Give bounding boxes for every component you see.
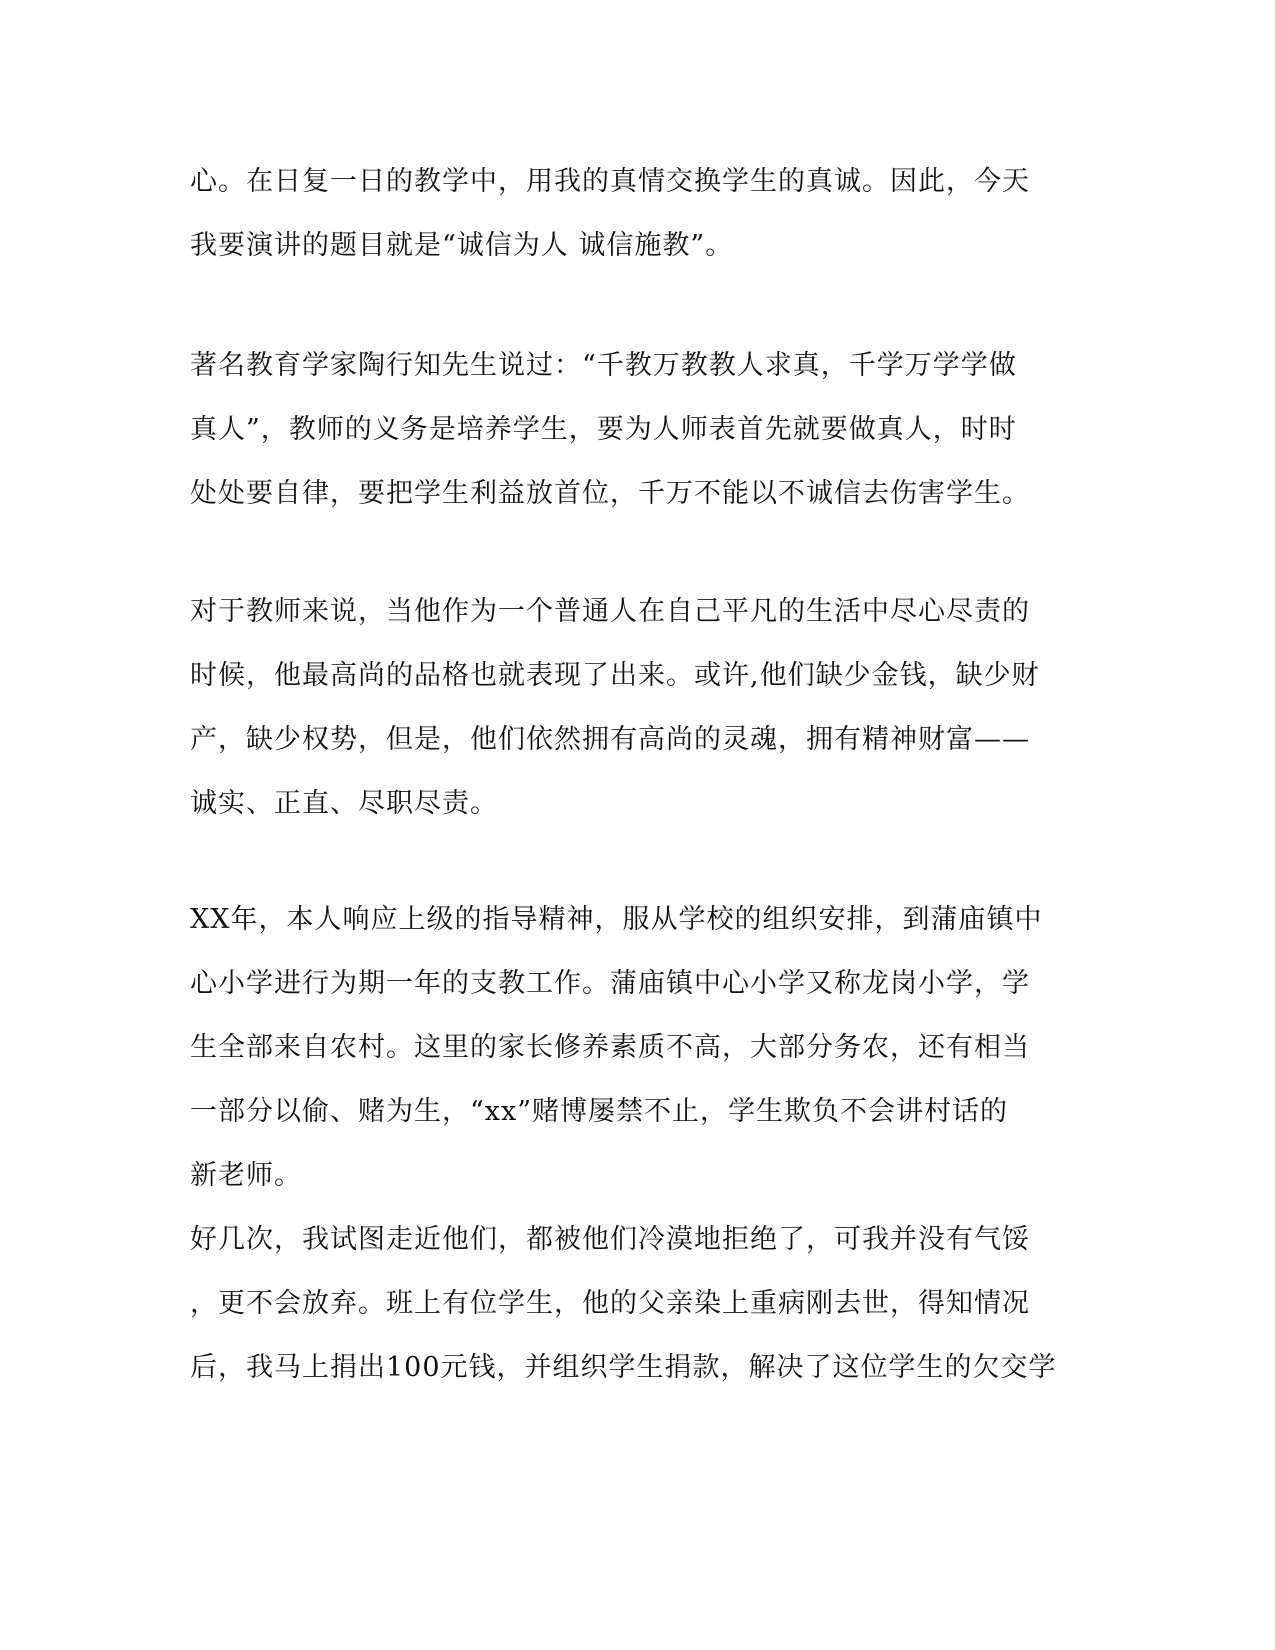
paragraph-line: 对于教师来说，当他作为一个普通人在自己平凡的生活中尽心尽责的 bbox=[190, 596, 1030, 627]
paragraph-2 bbox=[190, 334, 1090, 526]
paragraph-line: 著名教育学家陶行知先生说过：“千教万教教人求真，千学万学学做 bbox=[190, 350, 1017, 381]
paragraph-line: 新老师。 bbox=[190, 1160, 302, 1191]
paragraph-line: 一部分以偷、赌为生，“xx”赌博屡禁不止，学生欺负不会讲村话的 bbox=[190, 1096, 1009, 1127]
paragraph-line: 真人”，教师的义务是培养学生，要为人师表首先就要做真人，时时 bbox=[190, 414, 1017, 445]
paragraph-3 bbox=[190, 580, 1090, 836]
paragraph-line: 后，我马上捐出100元钱，并组织学生捐款，解决了这位学生的欠交学 bbox=[190, 1352, 1057, 1383]
paragraph-line: 产，缺少权势，但是，他们依然拥有高尚的灵魂，拥有精神财富—— bbox=[190, 724, 1030, 755]
paragraph-line: XX年，本人响应上级的指导精神，服从学校的组织安排，到蒲庙镇中 bbox=[190, 904, 1043, 935]
paragraph-1 bbox=[190, 150, 1090, 278]
paragraph-line: 时候，他最高尚的品格也就表现了出来。或许,他们缺少金钱，缺少财 bbox=[190, 660, 1040, 691]
paragraph-4 bbox=[190, 888, 1090, 1400]
paragraph-line: 处处要自律，要把学生利益放首位，千万不能以不诚信去伤害学生。 bbox=[190, 478, 1030, 509]
paragraph-line: 诚实、正直、尽职尽责。 bbox=[190, 788, 498, 819]
paragraph-line: 我要演讲的题目就是“诚信为人 诚信施教”。 bbox=[190, 230, 734, 261]
paragraph-line: 生全部来自农村。这里的家长修养素质不高，大部分务农，还有相当 bbox=[190, 1032, 1030, 1063]
paragraph-line: 心。在日复一日的教学中，用我的真情交换学生的真诚。因此，今天 bbox=[190, 166, 1030, 197]
paragraph-line: ，更不会放弃。班上有位学生，他的父亲染上重病刚去世，得知情况 bbox=[190, 1288, 1030, 1319]
paragraph-line: 心小学进行为期一年的支教工作。蒲庙镇中心小学又称龙岗小学，学 bbox=[190, 968, 1030, 999]
paragraph-line: 好几次，我试图走近他们，都被他们冷漠地拒绝了，可我并没有气馁 bbox=[190, 1224, 1030, 1255]
